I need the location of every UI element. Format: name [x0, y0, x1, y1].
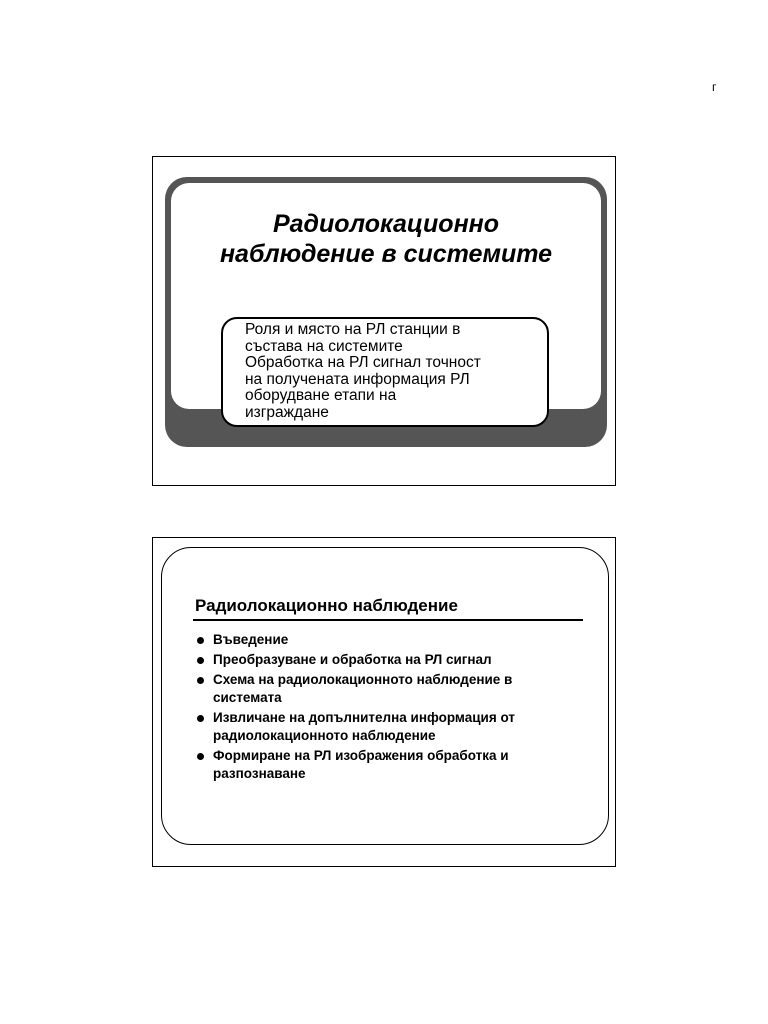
subtitle-line: изграждане — [245, 403, 329, 421]
bullet-icon — [197, 637, 204, 644]
list-item — [195, 671, 575, 707]
list-item — [195, 709, 575, 745]
list-item-text: Преобразуване и обработка на РЛ сигнал — [213, 652, 492, 667]
list-item-text: Формиране на РЛ изображения обработка и разпознаване — [213, 748, 509, 781]
slide-1-title-line: Радиолокационно — [272, 210, 500, 238]
list-item — [195, 631, 575, 649]
list-item-text: Въведение — [213, 632, 289, 647]
list-item-text: Схема на радиолокационното наблюдение в системата — [213, 672, 513, 705]
subtitle-line: Обработка на РЛ сигнал точност — [245, 354, 481, 371]
list-item — [195, 747, 575, 783]
bullet-icon — [197, 657, 204, 664]
slide-1-title — [171, 209, 601, 269]
bullet-icon — [197, 677, 204, 684]
slide-1-title-line: наблюдение в системите — [219, 240, 553, 268]
subtitle-line: Роля и място на РЛ станции в — [245, 321, 461, 338]
subtitle-line: на получената информация РЛ — [245, 370, 470, 388]
page-corner-mark: г — [712, 80, 717, 94]
subtitle-line: оборудване етапи на — [245, 387, 397, 404]
slide-1-subtitle-box — [221, 317, 549, 427]
bullet-icon — [197, 715, 204, 722]
slide-2-title: Радиолокационно наблюдение — [195, 596, 458, 615]
slide-1 — [152, 156, 616, 486]
slide-2-title-underline — [193, 619, 583, 621]
bullet-icon — [197, 753, 204, 760]
subtitle-line: състава на системите — [245, 337, 403, 355]
list-item-text: Извличане на допълнителна информация от радиолокационното наблюдение — [213, 710, 515, 743]
slide-2-bullet-list — [195, 631, 575, 785]
slide-2 — [152, 537, 616, 867]
list-item — [195, 651, 575, 669]
